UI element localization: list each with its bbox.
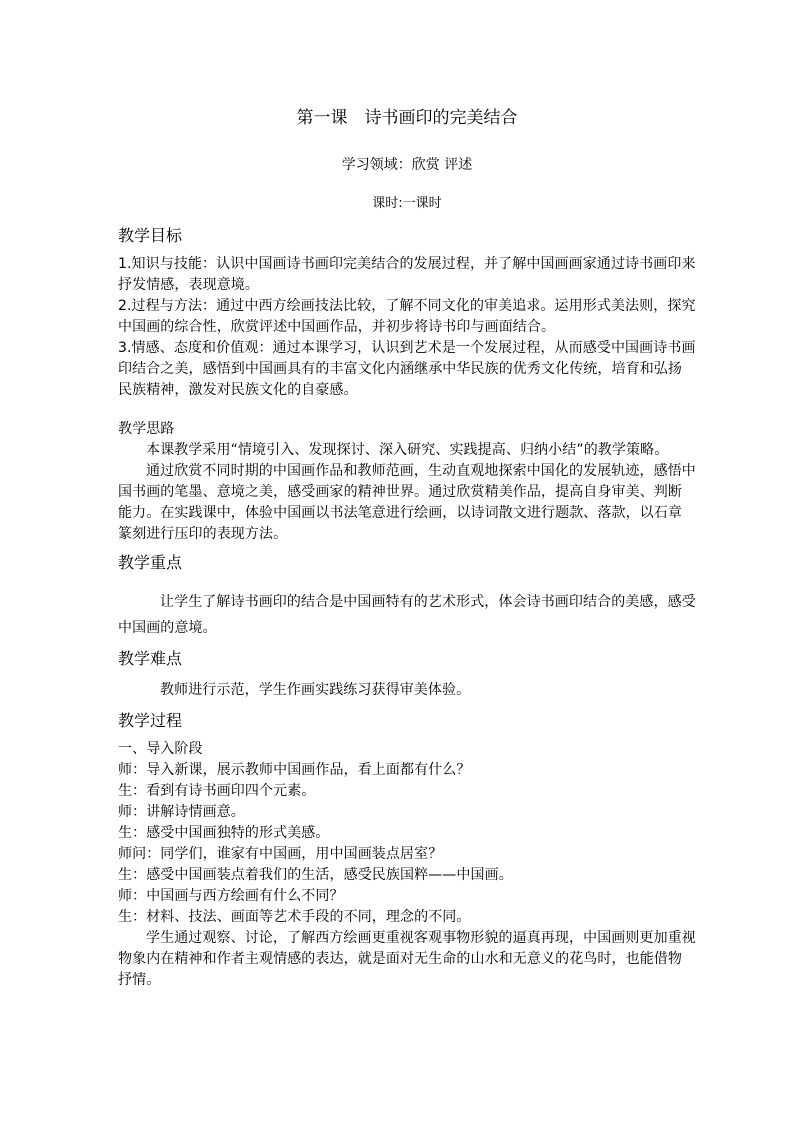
approach-heading: 教学思路 (118, 421, 175, 437)
approach-paragraph: 本课教学采用“情境引入、发现探讨、深入研究、实践提高、归纳小结”的教学策略。 (146, 442, 669, 458)
process-line: 一、导入阶段 (118, 741, 203, 757)
objectives-section (118, 224, 696, 401)
process-section (118, 709, 696, 991)
learning-domain: 学习领域：欣赏 评述 (341, 157, 473, 173)
process-line: 师：讲解诗情画意。 (118, 804, 245, 820)
process-line: 师：中国画与西方绘画有什么不同？ (118, 888, 344, 904)
process-heading: 教学过程 (118, 711, 183, 730)
document-title: 第一课 诗书画印的完美结合 (296, 108, 518, 128)
process-line: 师：导入新课，展示教师中国画作品，看上面都有什么？ (118, 762, 471, 778)
objective-item: 2.过程与方法：通过中西方绘画技法比较，了解不同文化的审美追求。运用形式美法则，探究中国画的综合性，欣赏评述中国画作品，并初步将诗书印与画面结合。 (118, 298, 696, 335)
difficulties-heading: 教学难点 (118, 649, 183, 668)
approach-paragraph: 通过欣赏不同时期的中国画作品和教师范画，生动直观地探索中国化的发展轨迹，感悟中国书画的笔墨、意境之美，感受画家的精神世界。通过欣赏精美作品，提高自身审美、判断能力。在实践课中，体验中国画以书法笔意进行绘画，以诗词散文进行题款、落款，以石章篆刻进行压印的表现方法。 (118, 463, 696, 542)
process-closing-paragraph: 学生通过观察、讨论，了解西方绘画更重视客观事物形貌的逼真再现，中国画则更加重视物象内在精神和作者主观情感的表达，就是面对无生命的山水和无意义的花鸟时，也能借物抒情。 (118, 930, 696, 988)
approach-section (118, 419, 696, 545)
lesson-time: 课时:一课时 (372, 196, 442, 211)
objectives-heading: 教学目标 (118, 226, 183, 245)
key-points-heading: 教学重点 (118, 553, 183, 572)
objective-item: 3.情感、态度和价值观：通过本课学习，认识到艺术是一个发展过程，从而感受中国画诗书画印结合之美，感悟到中国画具有的丰富文化内涵继承中华民族的优秀文化传统，培育和弘扬民族精神，激发对民族文化的自豪感。 (118, 340, 696, 398)
process-line: 生：看到有诗书画印四个元素。 (118, 783, 316, 799)
difficulties-section (118, 647, 696, 703)
difficulties-text: 教师进行示范，学生作画实践练习获得审美体验。 (160, 682, 471, 698)
spacer (118, 407, 696, 419)
key-points-section (118, 551, 696, 641)
process-line: 生：感受中国画装点着我们的生活，感受民族国粹——中国画。 (118, 867, 513, 883)
key-points-text: 让学生了解诗书画印的结合是中国画特有的艺术形式，体会诗书画印结合的美感，感受中国画的意境。 (118, 594, 696, 636)
process-line: 生：感受中国画独特的形式美感。 (118, 825, 330, 841)
process-line: 师问：同学们，谁家有中国画，用中国画装点居室？ (118, 846, 443, 862)
objective-item: 1.知识与技能：认识中国画诗书画印完美结合的发展过程，并了解中国画画家通过诗书画印来抒发情感，表现意境。 (118, 256, 696, 293)
document-page (118, 106, 696, 997)
spacer (118, 581, 696, 589)
process-line: 生：材料、技法、画面等艺术手段的不同，理念的不同。 (118, 909, 471, 925)
